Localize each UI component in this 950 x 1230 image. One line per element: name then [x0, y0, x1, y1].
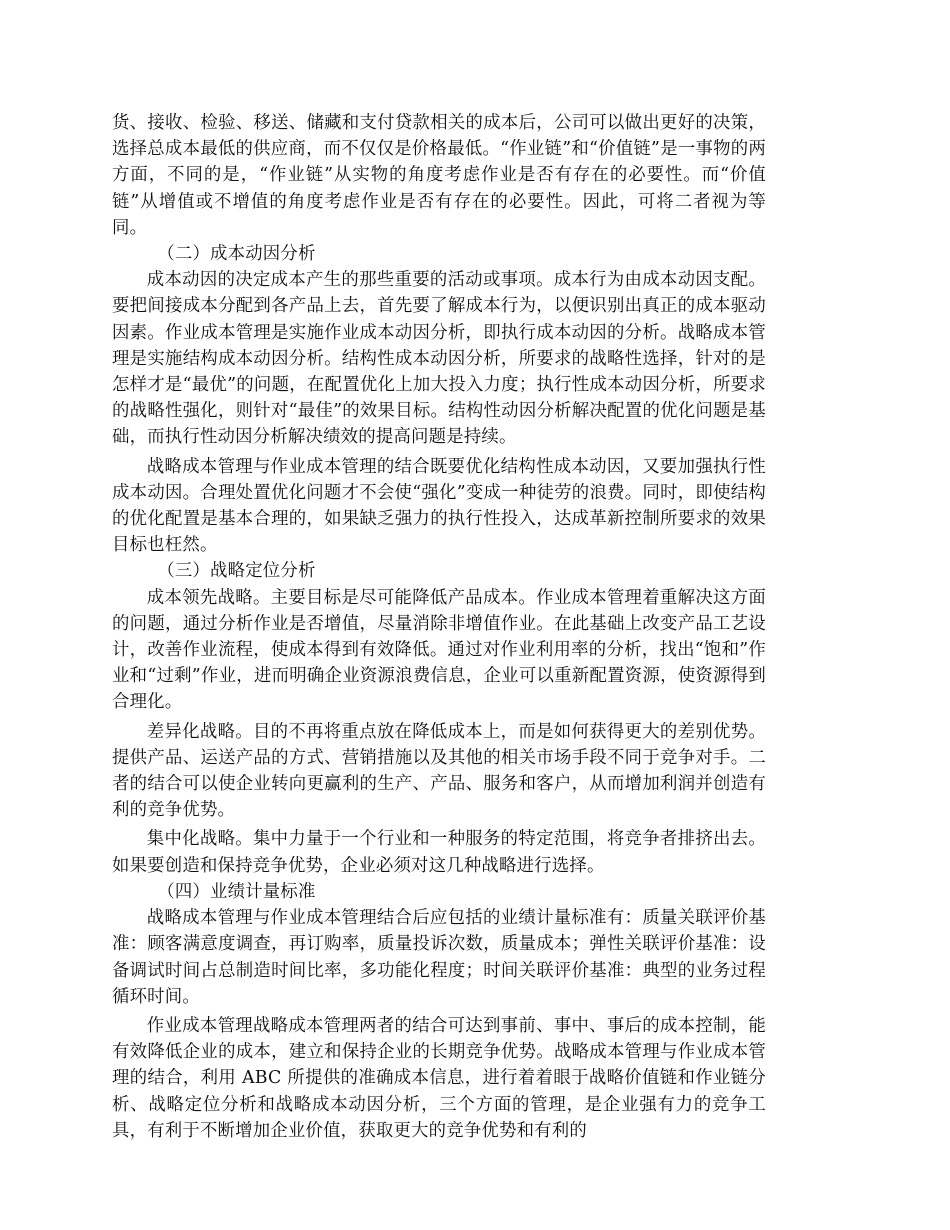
section-heading-3: （三）战略定位分析: [157, 561, 316, 582]
paragraph-cost-leadership: 成本领先战略。主要目标是尽可能降低产品成本。作业成本管理着重解决这方面的问题，通过分析作业是否增值，尽量消除非增值作业。在此基础上改变产品工艺设计，改善作业流程，使成本得到有效降低。通过对作业利用率的分析，找出“饱和”作业和“过剩”作业，进而明确企业资源浪费信息，企业可以重新配置资源，使资源得到合理化。: [112, 587, 766, 713]
paragraph-cost-driver: 成本动因的决定成本产生的那些重要的活动或事项。成本行为由成本动因支配。要把间接成本分配到各产品上去，首先要了解成本行为，以便识别出真正的成本驱动因素。作业成本管理是实施作业成本动因分析，即执行成本动因的分析。战略成本管理是实施结构成本动因分析。结构性成本动因分析，所要求的战略性选择，针对的是怎样才是“最优”的问题，在配置优化上加大投入力度；执行性成本动因分析，所要求的战略性强化，则针对“最佳”的效果目标。结构性动因分析解决配置的优化问题是基础，而执行性动因分析解决绩效的提高问题是持续。: [112, 270, 766, 448]
document-page: [112, 110, 766, 1144]
section-heading-4: （四）业绩计量标准: [157, 881, 316, 902]
paragraph-continuation: 货、接收、检验、移送、储藏和支付贷款相关的成本后，公司可以做出更好的决策，选择总成本最低的供应商，而不仅仅是价格最低。“作业链”和“价值链”是一事物的两方面，不同的是，“作业链”从实物的角度考虑作业是否有存在的必要性。而“价值链”从增值或不增值的角度考虑作业是否有存在的必要性。因此，可将二者视为等同。: [112, 113, 766, 238]
paragraph-differentiation: 差异化战略。目的不再将重点放在降低成本上，而是如何获得更大的差别优势。提供产品、运送产品的方式、营销措施以及其他的相关市场手段不同于竞争对手。二者的结合可以使企业转向更赢利的生产、产品、服务和客户，从而增加利润并创造有利的竞争优势。: [112, 721, 766, 821]
paragraph-conclusion: 作业成本管理战略成本管理两者的结合可达到事前、事中、事后的成本控制，能有效降低企业的成本，建立和保持企业的长期竞争优势。战略成本管理与作业成本管理的结合，利用 ABC 所提供的准确成本信息，进行着着眼于战略价值链和作业链分析、战略定位分析和战略成本动因分析，三个方面的管理，是企业强有力的竞争工具，有利于不断增加企业价值，获取更大的竞争优势和有利的: [112, 1015, 766, 1141]
paragraph-performance: 战略成本管理与作业成本管理结合后应包括的业绩计量标准有：质量关联评价基准：顾客满意度调查，再订购率，质量投诉次数，质量成本；弹性关联评价基准：设备调试时间占总制造时间比率，多功能化程度；时间关联评价基准：典型的业务过程循环时间。: [112, 908, 766, 1007]
paragraph-focus: 集中化战略。集中力量于一个行业和一种服务的特定范围，将竞争者排挤出去。如果要创造和保持竞争优势，企业必须对这几种战略进行选择。: [112, 829, 766, 876]
paragraph-combination: 战略成本管理与作业成本管理的结合既要优化结构性成本动因，又要加强执行性成本动因。合理处置优化问题才不会使“强化”变成一种徒劳的浪费。同时，即使结构的优化配置是基本合理的，如果缺乏强力的执行性投入，达成革新控制所要求的效果目标也枉然。: [112, 456, 766, 556]
section-heading-2: （二）成本动因分析: [157, 244, 316, 265]
